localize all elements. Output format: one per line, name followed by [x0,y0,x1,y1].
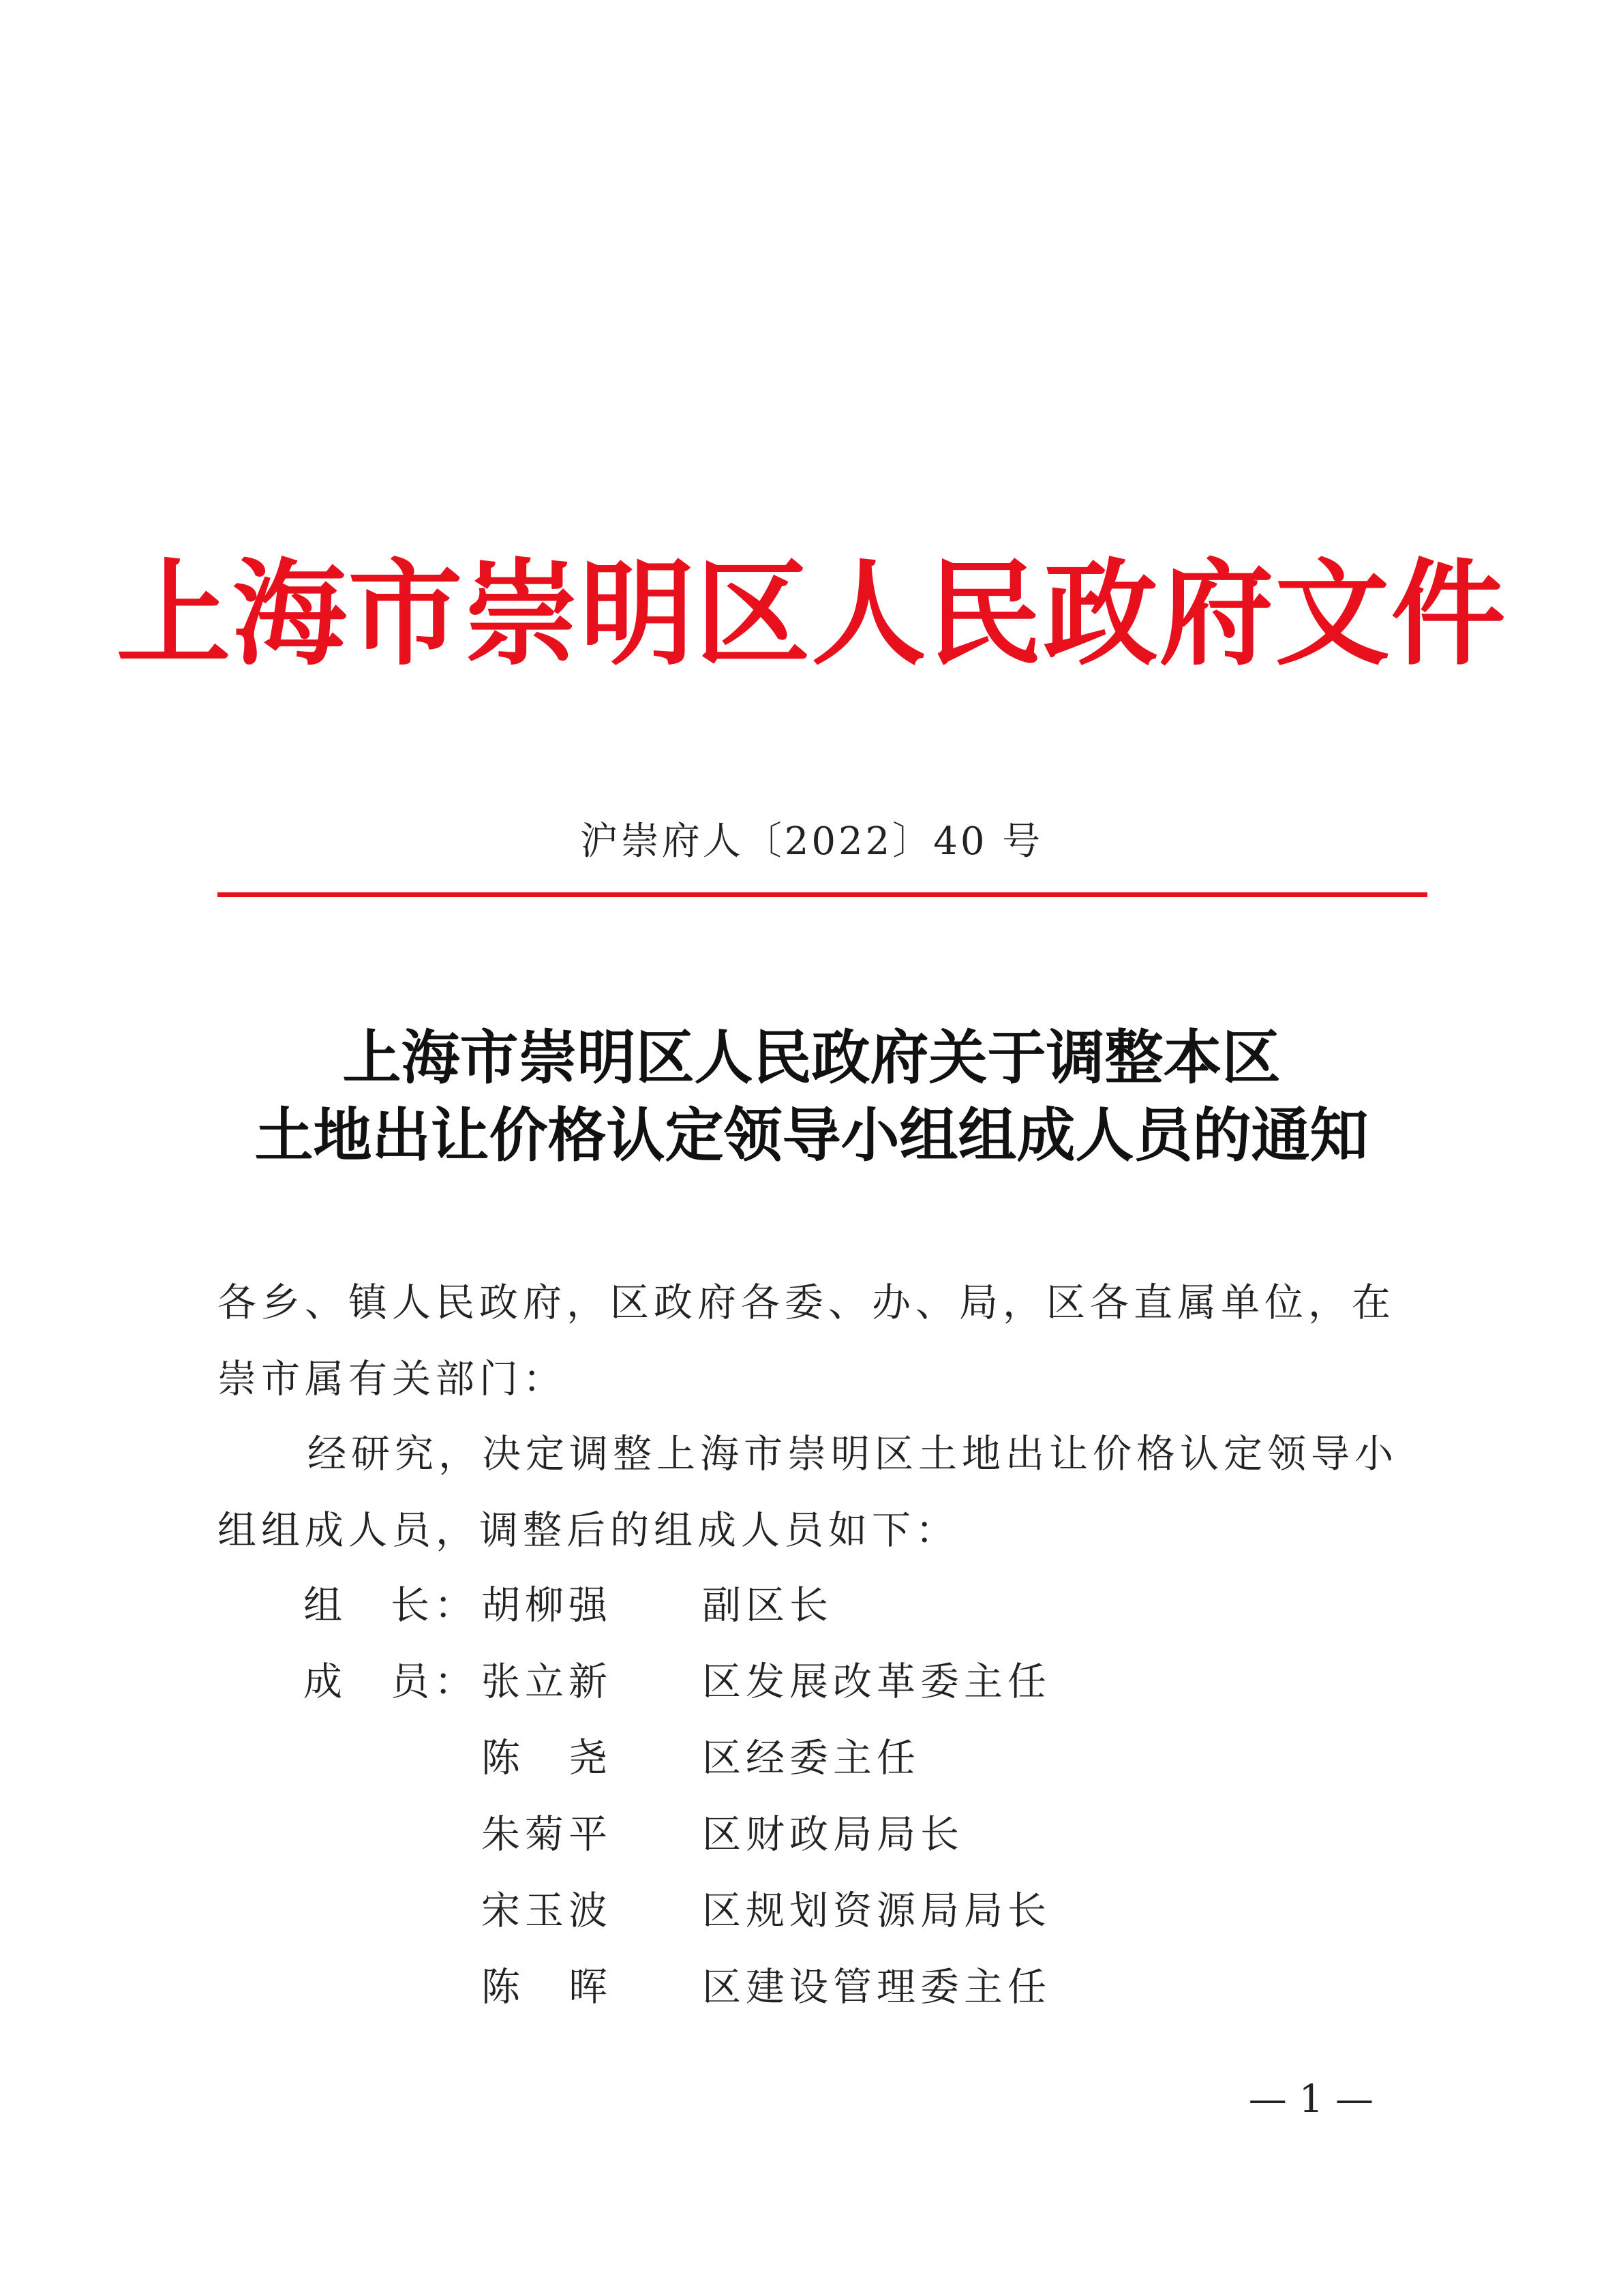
member-role: 成 员： [303,1659,478,1704]
document-number: 沪崇府人〔2022〕40 号 [579,819,1044,864]
notice-title-line-1: 上海市崇明区人民政府关于调整本区 [342,1023,1281,1092]
masthead-title: 上海市崇明区人民政府文件 [116,546,1507,681]
member-title: 区规划资源局局长 [702,1888,1051,1933]
member-title: 区经委主任 [702,1736,920,1781]
salutation: 各乡、镇人民政府，区政府各委、办、局，区各直属单位，在崇市属有关部门： [217,1280,1395,1402]
member-title: 区建设管理委主任 [702,1965,1051,2010]
member-name: 张立新 [481,1659,612,1704]
member-name: 胡柳强 [481,1583,612,1628]
page-number: — 1 — [1248,2077,1374,2121]
member-name: 宋玉波 [481,1888,612,1933]
member-name: 陈 晖 [481,1965,612,2010]
member-name: 陈 尧 [481,1736,612,1781]
body-paragraph: 经研究，决定调整上海市崇明区土地出让价格认定领导小组组成人员，调整后的组成人员如下： [217,1432,1398,1553]
notice-title-line-2: 土地出让价格认定领导小组组成人员的通知 [254,1101,1369,1170]
member-title: 副区长 [702,1583,833,1628]
red-divider-line [217,892,1427,897]
member-name: 朱菊平 [481,1812,612,1857]
member-role: 组 长： [303,1583,478,1628]
member-title: 区财政局局长 [702,1812,964,1857]
member-title: 区发展改革委主任 [702,1659,1051,1704]
notice-title [0,1019,1623,1175]
